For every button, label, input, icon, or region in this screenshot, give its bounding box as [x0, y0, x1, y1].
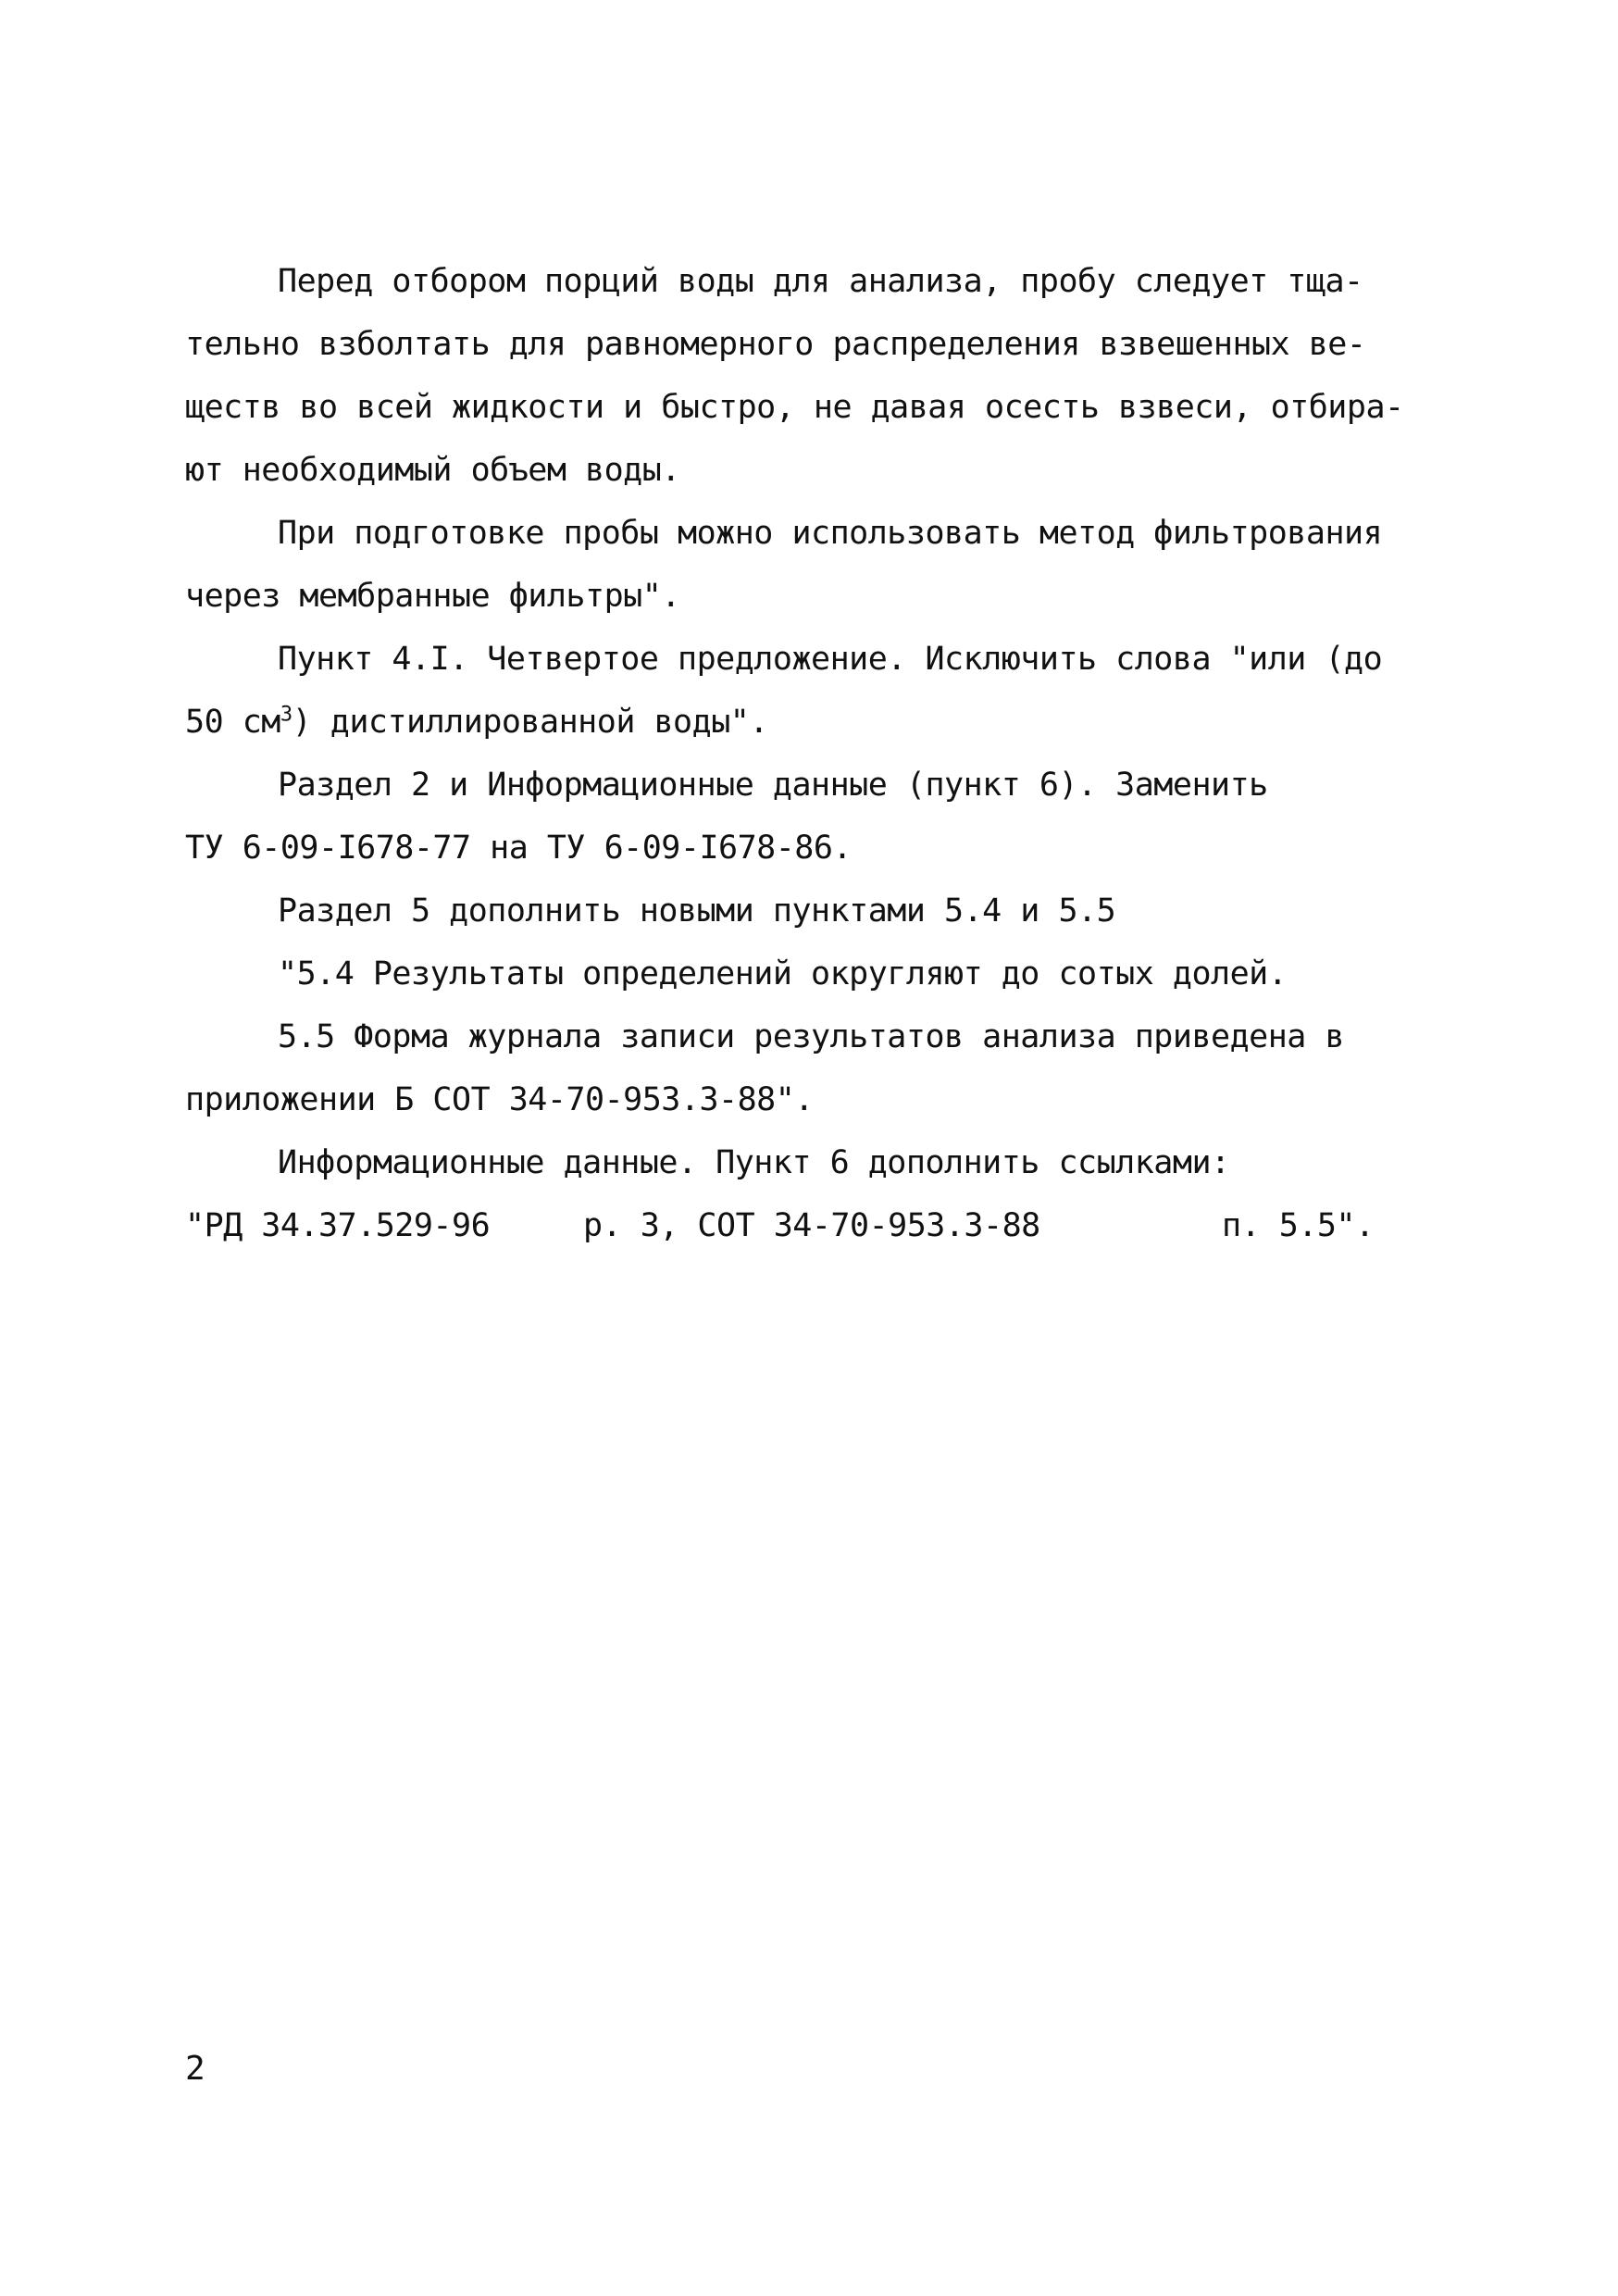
text-line: ют необходимый объем воды.: [185, 452, 680, 489]
text-line: "5.4 Результаты определений округляют до сотых долей.: [278, 955, 1288, 992]
paragraph-clause-5-5: [185, 1005, 1425, 1131]
text-line: Раздел 5 дополнить новыми пунктами 5.4 и 5.5: [278, 892, 1116, 930]
text-line: через мембранные фильтры".: [185, 578, 680, 615]
text-line: 5.5 Форма журнала записи результатов анализа приведена в: [278, 1018, 1345, 1055]
text-line: Информационные данные. Пункт 6 дополнить ссылками:: [278, 1144, 1230, 1181]
paragraph-clause-5-4: [185, 942, 1425, 1005]
reference-clause: п. 5.5".: [1222, 1207, 1375, 1244]
text-line: тельно взболтать для равномерного распределения взвешенных ве-: [185, 326, 1366, 363]
paragraph-clause-4-1: [185, 628, 1425, 754]
reference-doc: "РД 34.37.529-96: [185, 1207, 491, 1244]
text-fragment: 50 см: [185, 704, 280, 741]
text-line: Пункт 4.I. Четвертое предложение. Исключить слова "или (до: [278, 641, 1383, 678]
reference-row: [185, 1194, 1425, 1257]
text-line: При подготовке пробы можно использовать метод фильтрования: [278, 515, 1383, 552]
text-line: Перед отбором порций воды для анализа, пробу следует тща-: [278, 263, 1363, 300]
text-fragment: ) дистиллированной воды".: [292, 704, 768, 741]
page-number: 2: [185, 2050, 205, 2088]
text-line: ТУ 6-09-I678-77 на ТУ 6-09-I678-86.: [185, 830, 853, 867]
text-line: приложении Б СОТ 34-70-953.3-88".: [185, 1081, 814, 1118]
reference-section: р. 3, СОТ 34-70-953.3-88: [583, 1207, 1040, 1244]
text-line: ществ во всей жидкости и быстро, не давая осесть взвеси, отбира-: [185, 389, 1404, 426]
document-body: [185, 250, 1425, 1257]
paragraph-sample-preparation: [185, 250, 1425, 502]
paragraph-section-2: [185, 754, 1425, 880]
text-line: [185, 691, 1425, 754]
superscript: 3: [280, 703, 292, 727]
text-line: Раздел 2 и Информационные данные (пункт 6). Заменить: [278, 767, 1268, 804]
paragraph-section-5: [185, 880, 1425, 942]
paragraph-info-data: [185, 1131, 1425, 1194]
paragraph-filtration: [185, 502, 1425, 628]
